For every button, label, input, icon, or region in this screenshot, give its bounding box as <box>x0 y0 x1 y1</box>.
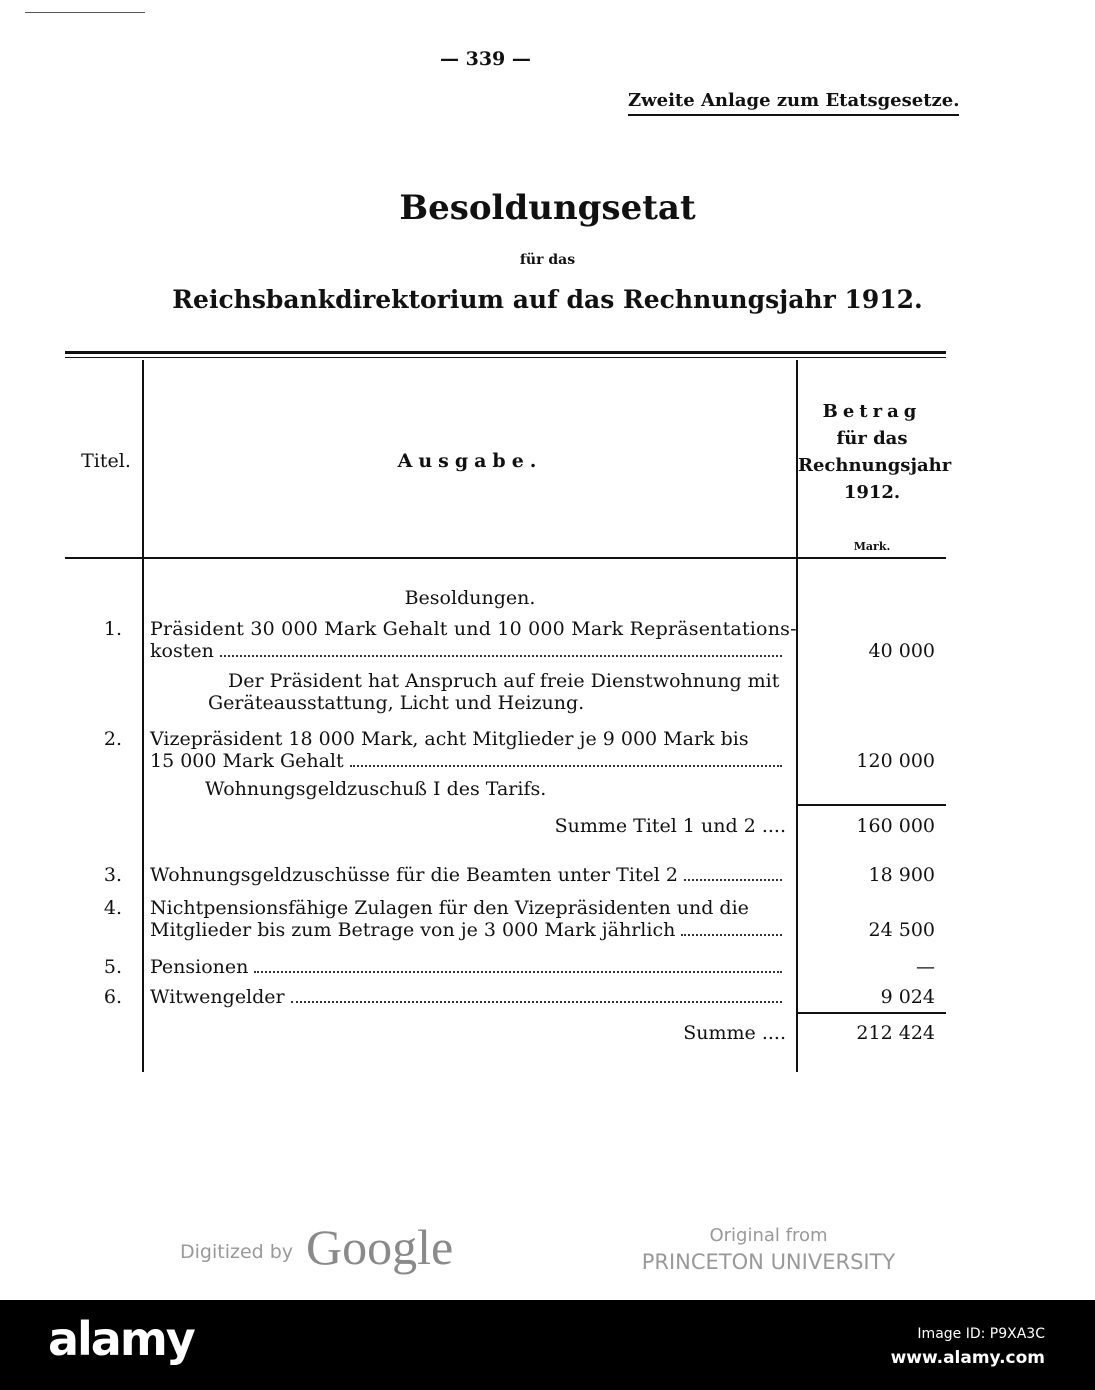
row-text: Witwengelder <box>150 986 285 1008</box>
dot-leader <box>291 1001 782 1003</box>
subtitle: Reichsbankdirektorium auf das Rechnungsjahr 1912. <box>172 285 923 314</box>
scan-mark <box>25 12 145 13</box>
watermark-bar <box>0 1300 1095 1390</box>
google-logo: Google <box>306 1219 454 1275</box>
dot-leader <box>350 765 782 767</box>
row-text: Mitglieder bis zum Betrage von je 3 000 Mark jährlich <box>150 919 676 941</box>
subtotal-amount: 160 000 <box>856 815 935 837</box>
institution: PRINCETON UNIVERSITY <box>641 1250 896 1274</box>
dot-leader <box>684 879 782 881</box>
row-text-leader <box>150 750 786 772</box>
row-text-leader <box>150 956 786 978</box>
dot-leader <box>254 971 782 973</box>
row-note: Geräteausstattung, Licht und Heizung. <box>208 692 585 714</box>
digitized-by: Digitized by <box>180 1241 294 1263</box>
running-head: Zweite Anlage zum Etatsgesetze. <box>628 90 959 116</box>
image-id: Image ID: P9XA3C <box>917 1326 1045 1342</box>
header-betrag-line: Rechnungsjahr <box>798 455 952 476</box>
watermark-url: www.alamy.com <box>890 1348 1045 1368</box>
row-amount: 40 000 <box>868 640 935 662</box>
row-amount: 18 900 <box>868 864 935 886</box>
total-label: Summe .... <box>683 1022 786 1044</box>
dot-leader <box>681 934 782 936</box>
total-rule <box>798 1012 946 1014</box>
row-index: 5. <box>103 956 123 978</box>
header-betrag-line: für das <box>836 428 908 449</box>
dot-leader <box>220 655 782 657</box>
row-text-leader <box>150 864 786 886</box>
row-note: Der Präsident hat Anspruch auf freie Dienstwohnung mit <box>228 670 780 692</box>
subtitle-small: für das <box>519 252 576 268</box>
page-title: Besoldungsetat <box>399 188 696 228</box>
header-rule <box>65 557 946 559</box>
row-amount: — <box>916 956 935 978</box>
header-betrag-line: 1912. <box>843 482 901 503</box>
row-text-leader <box>150 919 786 941</box>
row-note: Wohnungsgeldzuschuß I des Tarifs. <box>205 778 547 800</box>
header-ausgabe: Ausgabe. <box>397 450 543 472</box>
row-index: 3. <box>103 864 123 886</box>
page-number: — 339 — <box>440 48 531 70</box>
row-amount: 24 500 <box>868 919 935 941</box>
row-text: Pensionen <box>150 956 249 978</box>
header-betrag <box>798 398 952 506</box>
row-index: 2. <box>103 728 123 750</box>
row-amount: 9 024 <box>880 986 935 1008</box>
header-titel: Titel. <box>81 450 131 472</box>
total-amount: 212 424 <box>856 1022 935 1044</box>
subtotal-rule <box>798 804 946 806</box>
row-text: kosten <box>150 640 214 662</box>
header-unit: Mark. <box>853 540 891 553</box>
table-top-rule-thin <box>65 357 946 358</box>
row-text: Nichtpensionsfähige Zulagen für den Vizepräsidenten und die <box>150 897 749 919</box>
section-heading: Besoldungen. <box>404 587 536 609</box>
original-from: Original from <box>709 1225 828 1246</box>
subtotal-label: Summe Titel 1 und 2 .... <box>554 815 786 837</box>
row-index: 6. <box>103 986 123 1008</box>
row-text: Vizepräsident 18 000 Mark, acht Mitglieder je 9 000 Mark bis <box>150 728 749 750</box>
header-betrag-line: Betrag <box>822 401 922 422</box>
row-amount: 120 000 <box>856 750 935 772</box>
row-text-leader <box>150 640 786 662</box>
table-top-rule <box>65 351 946 354</box>
row-index: 1. <box>103 618 123 640</box>
alamy-logo: alamy <box>48 1312 194 1366</box>
row-index: 4. <box>103 897 123 919</box>
row-text-leader <box>150 986 786 1008</box>
row-text: 15 000 Mark Gehalt <box>150 750 344 772</box>
row-text: Präsident 30 000 Mark Gehalt und 10 000 Mark Repräsentations- <box>150 618 797 640</box>
row-text: Wohnungsgeldzuschüsse für die Beamten unter Titel 2 <box>150 864 679 886</box>
